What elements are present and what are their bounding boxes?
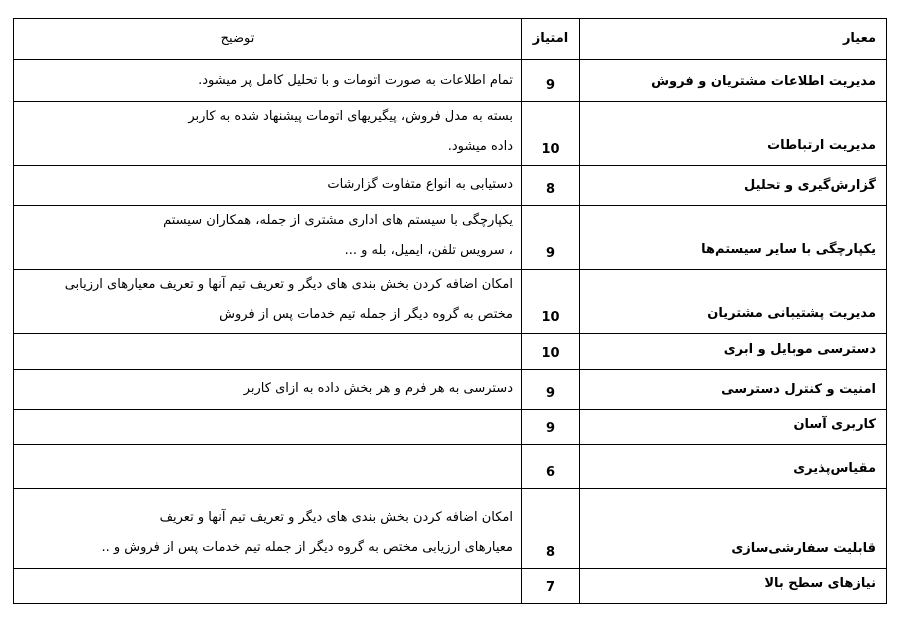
header-row [14,19,887,60]
description-cell [14,445,522,489]
score-cell: 10 [522,334,580,370]
description-cell [14,410,522,445]
criterion-cell: مقیاس‌پذیری [580,445,887,489]
description-line: معیارهای ارزیابی مختص به گروه دیگر از جمله تیم خدمات پس از فروش و .. [101,540,513,555]
description-line: دستیابی به انواع متفاوت گزارشات [327,177,513,192]
score-cell: 8 [522,166,580,206]
table-row [14,270,887,334]
description-cell [14,370,522,410]
description-line: امکان اضافه کردن بخش بندی های دیگر و تعریف تیم آنها و تعریف [159,510,513,525]
criteria-table [13,18,887,604]
criterion-cell: دسترسی موبایل و ابری [580,334,887,370]
description-cell [14,569,522,604]
description-line: مختص به گروه دیگر از جمله تیم خدمات پس از فروش [219,307,513,322]
description-cell [14,489,522,569]
score-cell: 7 [522,569,580,604]
table-row [14,410,887,445]
description-cell [14,270,522,334]
score-cell: 9 [522,206,580,270]
criteria-table-body [14,19,887,604]
criterion-cell: مدیریت اطلاعات مشتریان و فروش [580,60,887,102]
table-row [14,569,887,604]
table-row [14,60,887,102]
header-description: توضیح [14,19,522,60]
criterion-cell: کاربری آسان [580,410,887,445]
criterion-cell: گزارش‌گیری و تحلیل [580,166,887,206]
table-row [14,489,887,569]
criterion-cell: نیازهای سطح بالا [580,569,887,604]
score-cell: 9 [522,410,580,445]
table-row [14,166,887,206]
table-row [14,206,887,270]
description-line: بسته به مدل فروش، پیگیریهای اتومات پیشنهاد شده به کاربر [188,109,513,124]
description-line: تمام اطلاعات به صورت اتومات و با تحلیل کامل پر میشود. [198,73,513,88]
table-row [14,334,887,370]
description-cell [14,334,522,370]
score-cell: 6 [522,445,580,489]
score-cell: 9 [522,60,580,102]
score-cell: 8 [522,489,580,569]
description-cell [14,166,522,206]
description-cell [14,102,522,166]
description-cell [14,60,522,102]
description-line: داده میشود. [447,139,513,154]
table-row [14,102,887,166]
header-score: امتیاز [522,19,580,60]
table-row [14,445,887,489]
description-line: یکپارچگی با سیستم های اداری مشتری از جمله، همکاران سیستم [163,213,513,228]
score-cell: 10 [522,270,580,334]
table-row [14,370,887,410]
score-cell: 10 [522,102,580,166]
criterion-cell: قابلیت سفارشی‌سازی [580,489,887,569]
description-line: دسترسی به هر فرم و هر بخش داده به ازای کاربر [243,381,513,396]
criterion-cell: یکپارچگی با سایر سیستم‌ها [580,206,887,270]
description-cell [14,206,522,270]
description-line: امکان اضافه کردن بخش بندی های دیگر و تعریف تیم آنها و تعریف معیارهای ارزیابی [64,277,513,292]
description-line: ، سرویس تلفن، ایمیل، بله و ... [344,243,513,258]
score-cell: 9 [522,370,580,410]
criterion-cell: مدیریت ارتباطات [580,102,887,166]
criterion-cell: امنیت و کنترل دسترسی [580,370,887,410]
criterion-cell: مدیریت پشتیبانی مشتریان [580,270,887,334]
header-criterion: معیار [580,19,887,60]
